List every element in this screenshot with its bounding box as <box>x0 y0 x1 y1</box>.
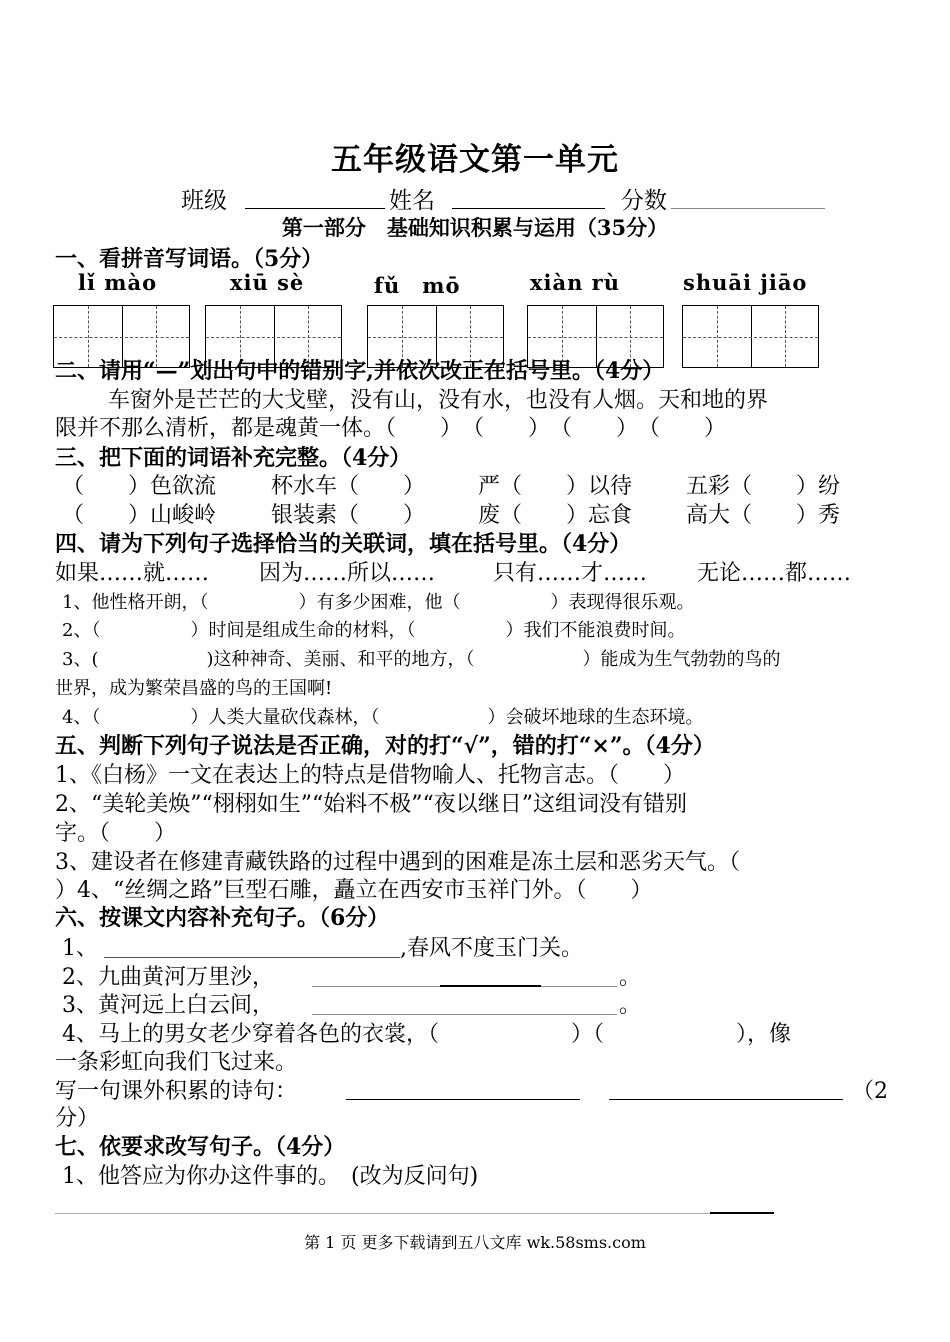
writing-grid-5[interactable] <box>682 305 819 368</box>
q7-answer-line-mark <box>710 1212 774 1214</box>
q4-option: 只有……才…… <box>493 561 648 586</box>
q6-line2-suffix: 。 <box>619 965 642 990</box>
q5-line: 3、建设者在修建青藏铁路的过程中遇到的困难是冻土层和恶劣天气。（ <box>55 850 740 875</box>
q6-line1-prefix: 1、 <box>62 936 98 961</box>
q7-answer-line[interactable] <box>55 1213 774 1214</box>
q4-option: 无论……都…… <box>697 561 852 586</box>
pinyin-2: xiū sè <box>230 270 305 295</box>
q6-line1-suffix: ,春风不度玉门关。 <box>400 936 583 961</box>
q6-blank-5b[interactable] <box>609 1099 843 1100</box>
pinyin-4: xiàn rù <box>530 270 621 295</box>
q5-heading: 五、判断下列句子说法是否正确，对的打“√”，错的打“×”。（4分） <box>55 733 715 759</box>
part-heading: 第一部分 基础知识积累与运用（35分） <box>281 215 669 240</box>
q3-item: （ ）色欲流 <box>62 474 217 499</box>
pinyin-3: fǔ mō <box>374 273 461 298</box>
q6-blank-2-mark <box>440 985 541 987</box>
class-field[interactable] <box>245 208 385 209</box>
q7-heading: 七、依要求改写句子。（4分） <box>55 1134 346 1160</box>
q3-item: 废（ ）忘食 <box>478 503 633 528</box>
q2-heading: 二、请用“—”划出句中的错别字,并依次改正在括号里。（4分） <box>55 358 665 384</box>
class-label: 班级 <box>181 188 227 214</box>
q6-blank-5a[interactable] <box>346 1099 580 1100</box>
q4-option: 如果……就…… <box>55 561 210 586</box>
q2-text-line2: 限并不那么清析，都是魂黄一体。（ ） （ ） （ ） （ ） <box>55 416 727 441</box>
q4-sentence-3: 3、( )这种神奇、美丽、和平的地方，（ ）能成为生气勃勃的鸟的 <box>62 649 781 670</box>
name-field[interactable] <box>452 208 605 209</box>
q3-item: 五彩（ ）纷 <box>686 474 841 499</box>
q3-item: 杯水车（ ） <box>271 474 426 499</box>
q6-line3-suffix: 。 <box>619 993 642 1018</box>
q4-sentence-4: 4、（ ）人类大量砍伐森林，（ ）会破坏地球的生态环境。 <box>62 707 704 728</box>
q2-text-line1: 车窗外是芒芒的大戈壁，没有山，没有水，也没有人烟。天和地的界 <box>108 388 769 413</box>
q3-heading: 三、把下面的词语补充完整。（4分） <box>55 445 412 471</box>
q6-line5-prefix: 写一句课外积累的诗句： <box>55 1079 298 1104</box>
q5-line: ）4、“丝绸之路”巨型石雕，矗立在西安市玉祥门外。（ ） <box>55 878 653 903</box>
q7-line1: 1、他答应为你办这件事的。 (改为反问句) <box>62 1164 479 1189</box>
pinyin-1: lǐ mào <box>78 270 158 295</box>
page-title: 五年级语文第一单元 <box>331 142 619 178</box>
q6-line4: 4、马上的男女老少穿着各色的衣裳，（ ）（ ），像 <box>62 1022 791 1047</box>
q3-item: 高大（ ）秀 <box>686 503 841 528</box>
q6-line5-suffix: （2 <box>852 1079 888 1104</box>
q3-item: 银装素（ ） <box>271 503 426 528</box>
q6-blank-1[interactable] <box>104 957 400 958</box>
q3-item: （ ）山峻岭 <box>62 503 217 528</box>
q5-line: 字。（ ） <box>55 821 177 846</box>
pinyin-5: shuāi jiāo <box>683 270 808 295</box>
q1-heading: 一、看拼音写词语。（5分） <box>55 246 324 272</box>
q4-sentence-3-cont: 世界，成为繁荣昌盛的鸟的王国啊! <box>55 678 333 699</box>
q5-line: 2、“美轮美焕”“栩栩如生”“始料不极”“夜以继日”这组词没有错别 <box>55 792 687 817</box>
q5-line: 1、《白杨》一文在表达上的特点是借物喻人、托物言志。（ ） <box>55 763 685 788</box>
score-field[interactable] <box>671 208 825 209</box>
q4-sentence-1: 1、他性格开朗，（ ）有多少困难，他（ ）表现得很乐观。 <box>62 592 695 613</box>
q3-item: 严（ ）以待 <box>478 474 633 499</box>
q6-line3-prefix: 3、黄河远上白云间， <box>62 993 274 1018</box>
q6-line2-prefix: 2、九曲黄河万里沙， <box>62 965 274 990</box>
q6-blank-3[interactable] <box>312 1014 617 1015</box>
q6-line4-cont: 一条彩虹向我们飞过来。 <box>55 1050 298 1075</box>
q6-line6: 分） <box>55 1106 100 1131</box>
q6-heading: 六、按课文内容补充句子。（6分） <box>55 905 390 931</box>
page-footer: 第 1 页 更多下载请到五八文库 wk.58sms.com <box>304 1233 646 1252</box>
q4-heading: 四、请为下列句子选择恰当的关联词，填在括号里。（4分） <box>55 531 632 557</box>
q4-sentence-2: 2、（ ）时间是组成生命的材料，（ ）我们不能浪费时间。 <box>62 620 686 641</box>
q4-option: 因为……所以…… <box>259 561 436 586</box>
score-label: 分数 <box>621 188 667 214</box>
name-label: 姓名 <box>389 188 435 214</box>
